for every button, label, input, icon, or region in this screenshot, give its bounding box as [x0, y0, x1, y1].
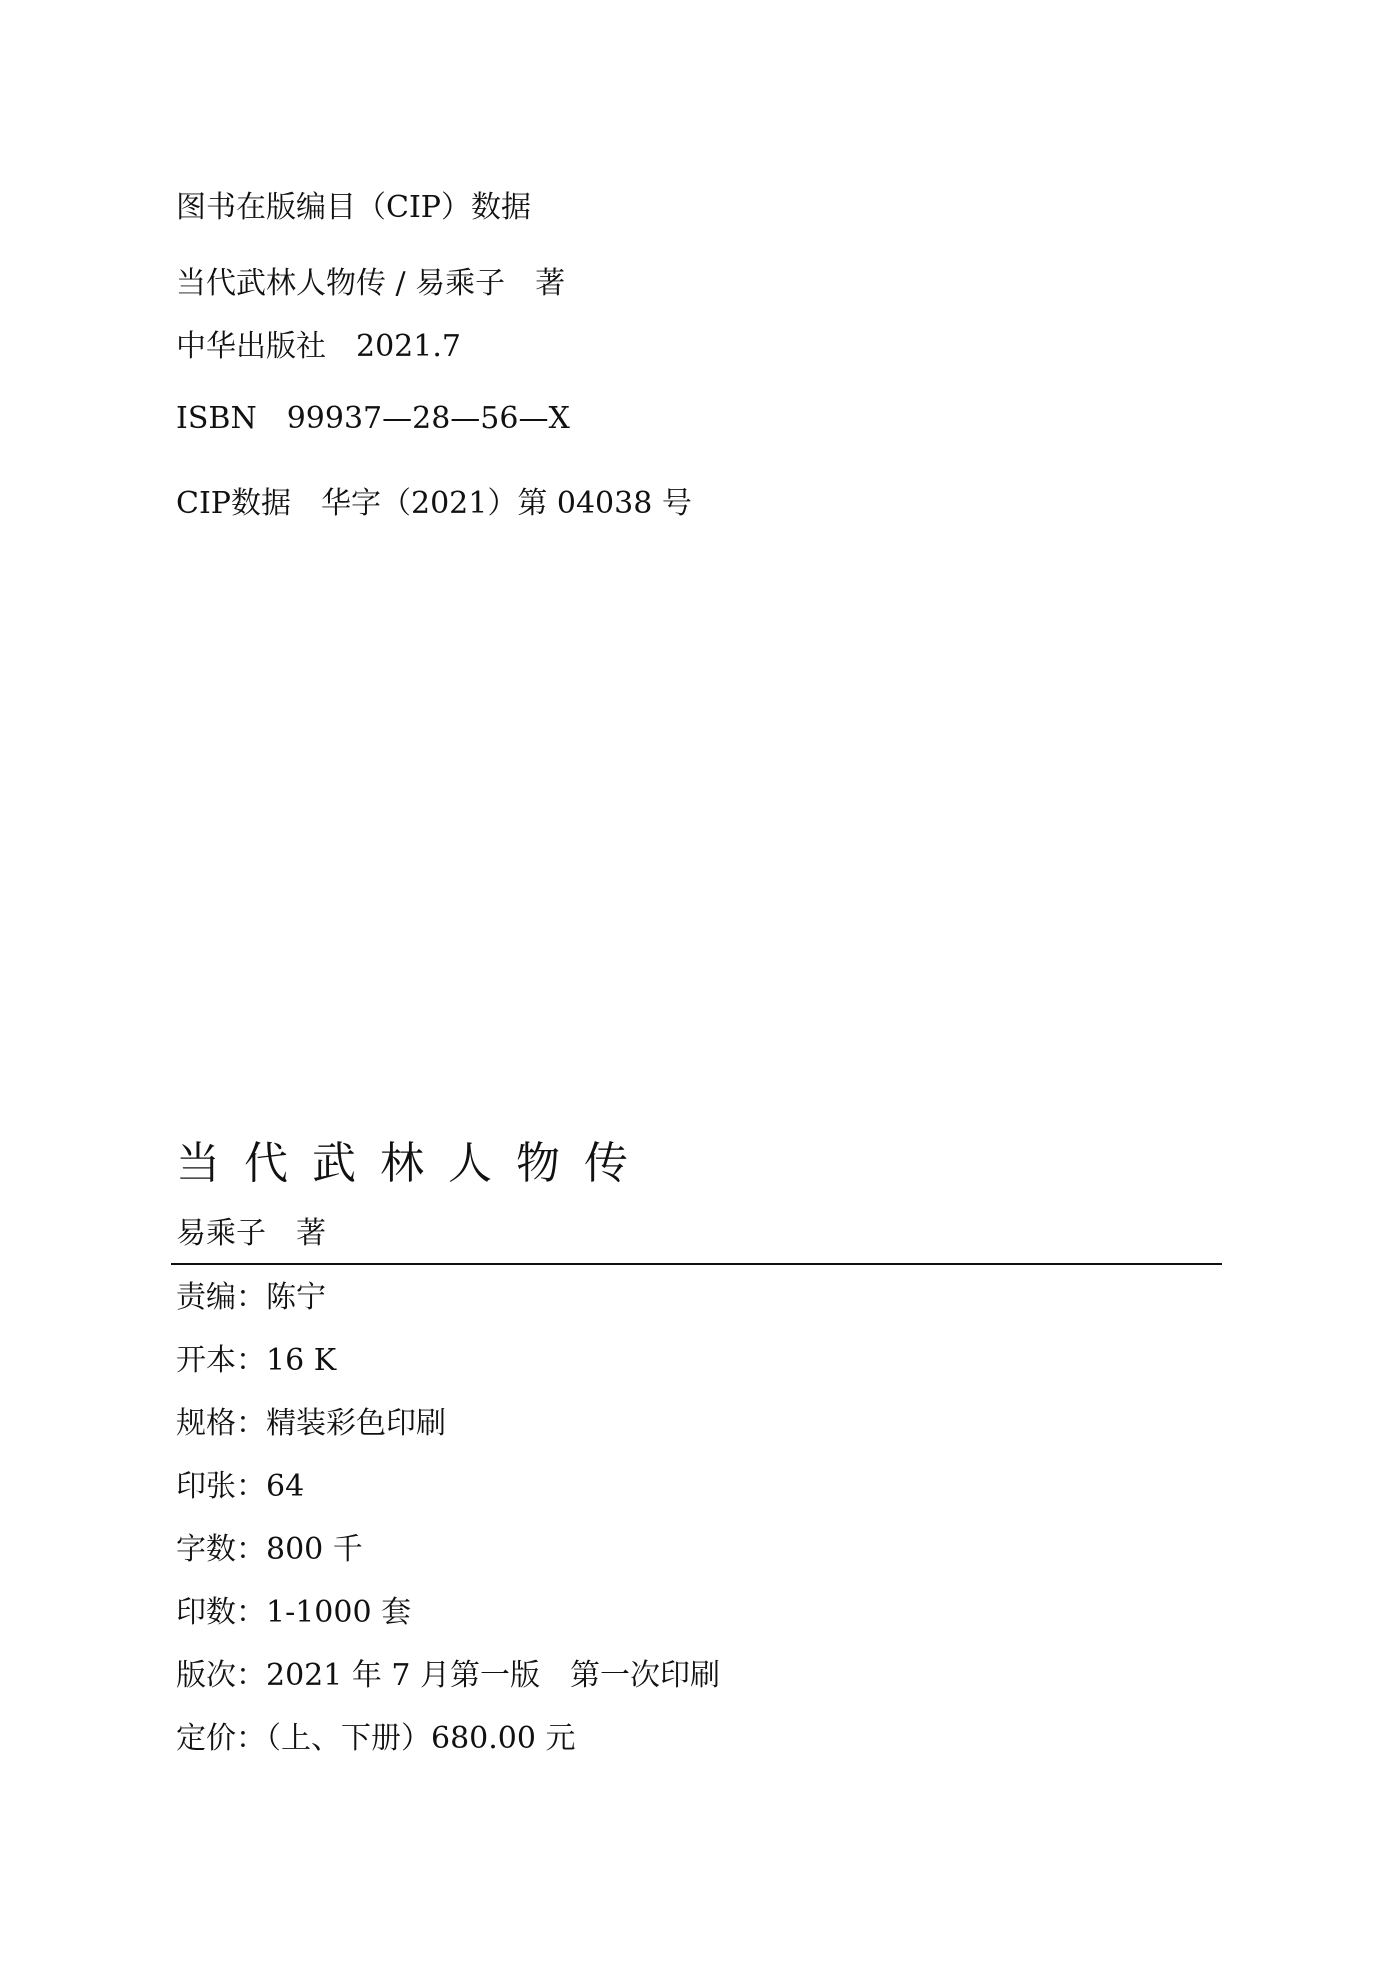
colophon-row-edition: 版次：2021 年 7 月第一版 第一次印刷	[176, 1658, 721, 1693]
colophon-row-printrun: 印数：1-1000 套	[176, 1595, 412, 1630]
colophon-row-format: 开本：16 K	[176, 1343, 337, 1378]
cip-isbn: ISBN 99937—28—56—X	[176, 401, 570, 436]
divider-rule	[171, 1263, 1222, 1265]
cip-number: CIP数据 华字（2021）第 04038 号	[176, 486, 692, 521]
colophon-row-sheets: 印张：64	[176, 1469, 305, 1504]
colophon-row-spec: 规格：精装彩色印刷	[176, 1406, 446, 1441]
colophon-row-editor: 责编：陈宁	[176, 1280, 326, 1315]
colophon-row-wordcount: 字数：800 千	[176, 1532, 363, 1567]
colophon-row-price: 定价：（上、下册）680.00 元	[176, 1721, 576, 1756]
book-author: 易乘子 著	[176, 1216, 326, 1251]
book-title: 当代武林人物传	[176, 1138, 652, 1189]
cip-title-author: 当代武林人物传 / 易乘子 著	[176, 266, 566, 301]
cip-heading: 图书在版编目（CIP）数据	[176, 190, 531, 225]
cip-publisher-date: 中华出版社 2021.7	[176, 329, 461, 364]
